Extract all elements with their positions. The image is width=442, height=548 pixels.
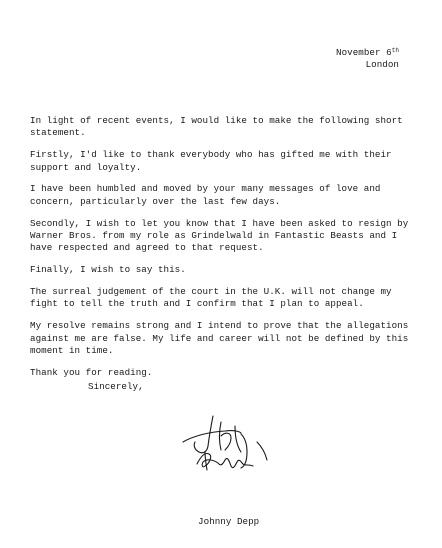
- paragraph-resign: Secondly, I wish to let you know that I have been asked to resign by Warner Bros. from my role as Grindelwald in Fantastic Beasts and I have respected and agreed to that request.: [30, 217, 409, 254]
- paragraph-intro: In light of recent events, I would like to make the following short statement.: [30, 115, 403, 139]
- date-ordinal: th: [391, 47, 399, 54]
- signature-drawing: [175, 412, 275, 480]
- signer-name: Johnny Depp: [198, 516, 260, 527]
- paragraph-resolve: My resolve remains strong and I intend to prove that the allegations against me are false. My life and career will not be defined by this moment in time.: [30, 320, 409, 357]
- letter-closing: Sincerely,: [88, 381, 144, 392]
- paragraph-thank-you: Thank you for reading.: [30, 366, 153, 378]
- letter-date: [249, 47, 399, 59]
- letter-city: London: [365, 59, 399, 71]
- date-text: November 6: [336, 47, 392, 58]
- dateline: [249, 47, 399, 72]
- paragraph-thanks: Firstly, I'd like to thank everybody who has gifted me with their support and loyalty.: [30, 149, 392, 173]
- paragraph-appeal: The surreal judgement of the court in the U.K. will not change my fight to tell the truth and I confirm that I plan to appeal.: [30, 286, 392, 310]
- handwritten-signature: [175, 412, 275, 480]
- paragraph-finally: Finally, I wish to say this.: [30, 264, 186, 276]
- paragraph-humbled: I have been humbled and moved by your many messages of love and concern, particularly over the last few days.: [30, 183, 381, 207]
- letter-body: [30, 115, 414, 389]
